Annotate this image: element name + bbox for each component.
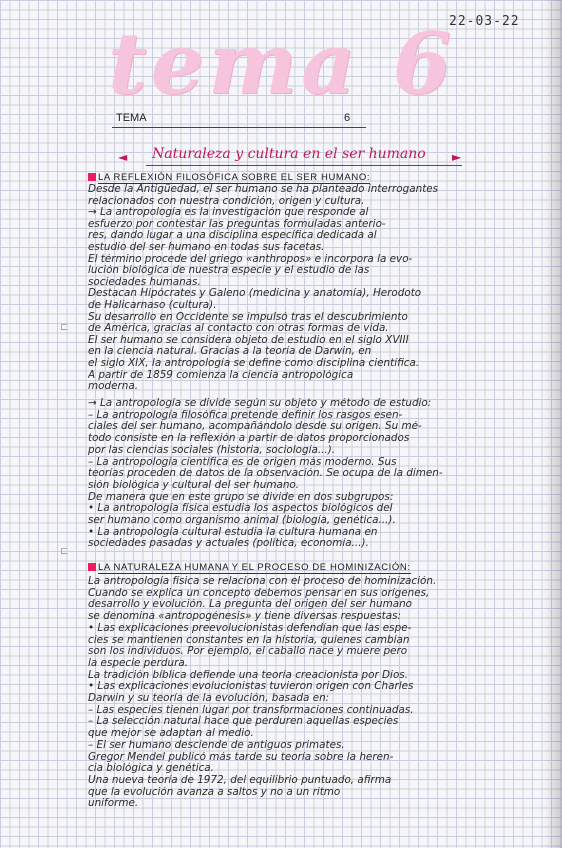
note-line: por las ciencias sociales (historia, sociología...).: [88, 444, 336, 456]
note-line: que mejor se adaptan al medio.: [88, 728, 254, 740]
subtitle-underline: [146, 165, 462, 166]
note-line: cies se mantienen constantes en la historia, quienes cambian: [88, 634, 410, 646]
note-line: El término procede del griego «anthropos» e incorpora la evo-: [88, 253, 413, 265]
note-line: Cuando se explica un concepto debemos pensar en sus orígenes,: [88, 587, 430, 599]
note-line: → La antropología se divide según su objeto y método de estudio:: [88, 398, 432, 409]
section2-heading: [88, 562, 411, 573]
note-line: – La antropología científica es de origen más moderno. Sus: [88, 456, 397, 468]
note-line: en la ciencia natural. Gracias a la teoría de Darwin, en: [88, 346, 372, 358]
big-title: tema 6: [108, 14, 456, 113]
note-line: La tradición bíblica defiende una teoría creacionista por Dios.: [88, 669, 409, 681]
note-line: sión biológica y cultural del ser humano.: [88, 479, 300, 491]
note-line: • Las explicaciones preevolucionistas defendían que las espe-: [88, 622, 412, 634]
note-line: Su desarrollo en Occidente se impulsó tras el descubrimiento: [88, 311, 408, 323]
note-line: teorías proceden de datos de la observación. Se ocupa de la dimen-: [88, 468, 443, 480]
note-line: – El ser humano desciende de antiguos primates.: [88, 739, 345, 751]
pink-square-icon: [88, 173, 96, 181]
note-line: relacionados con nuestra condición, origen y cultura.: [88, 195, 365, 207]
note-line: De manera que en este grupo se divide en dos subgrupos:: [88, 491, 394, 503]
note-line: la especie perdura.: [88, 657, 189, 669]
note-line: el siglo XIX, la antropología se define como disciplina científica.: [88, 358, 420, 369]
subtitle-arrow-left-icon: ◄: [118, 150, 128, 164]
date: 22-03-22: [449, 14, 520, 29]
note-line: son los individuos. Por ejemplo, el caballo nace y muere pero: [88, 646, 408, 658]
note-line: Destacan Hipócrates y Galeno (medicina y anatomía), Herodoto: [88, 288, 422, 300]
note-line: moderna.: [88, 381, 138, 393]
note-line: A partir de 1859 comienza la ciencia antropológica: [88, 369, 354, 381]
note-line: El ser humano se considera objeto de estudio en el siglo XVIII: [88, 334, 409, 346]
note-line: ser humano como organismo animal (biología, genética...).: [88, 515, 396, 526]
section1-heading: [88, 172, 370, 183]
note-line: esfuerzo por contestar las preguntas formuladas anterio-: [88, 218, 386, 230]
note-line: La antropología física se relaciona con el proceso de hominización.: [88, 576, 437, 587]
note-line: estudio del ser humano en todas sus facetas.: [88, 242, 325, 253]
note-line: res, dando lugar a una disciplina específica dedicada al: [88, 230, 377, 242]
note-line: → La antropología es la investigación que responde al: [88, 207, 369, 219]
note-line: Desde la Antigüedad, el ser humano se ha planteado interrogantes: [88, 184, 439, 195]
note-line: desarrollo y evolución. La pregunta del origen del ser humano: [88, 599, 413, 611]
subtitle: Naturaleza y cultura en el ser humano: [152, 146, 426, 162]
note-line: – La selección natural hace que perduren aquellas especies: [88, 716, 399, 728]
note-line: Gregor Mendel publicó más tarde su teoría sobre la heren-: [88, 751, 394, 763]
note-line: • Las explicaciones evolucionistas tuvieron origen con Charles: [88, 681, 414, 693]
note-line: de América, gracias al contacto con otras formas de vida.: [88, 323, 389, 335]
section1-heading-text: LA REFLEXIÓN FILOSÓFICA SOBRE EL SER HUMANO:: [98, 172, 371, 183]
note-line: Darwin y su teoría de la evolución, basada en:: [88, 693, 330, 704]
note-line: se denomina «antropogénesis» y tiene diversas respuestas:: [88, 611, 402, 623]
pink-square-icon: [88, 563, 96, 571]
note-line: – Las especies tienen lugar por transformaciones continuadas.: [88, 704, 414, 716]
tema-number: 6: [344, 112, 351, 124]
margin-mark: ⊏: [60, 322, 69, 333]
note-line: – La antropología filosófica pretende definir los rasgos esen-: [88, 409, 403, 421]
note-line: Una nueva teoría de 1972, del equilibrio puntuado, afirma: [88, 774, 392, 786]
note-line: lución biológica de nuestra especie y el estudio de las: [88, 265, 370, 277]
note-line: cia biológica y genética.: [88, 763, 214, 775]
tema-label: TEMA: [116, 112, 147, 124]
note-line: uniforme.: [88, 798, 139, 810]
note-line: • La antropología cultural estudia la cultura humana en: [88, 526, 378, 538]
note-line: sociedades pasadas y actuales (política, economía...).: [88, 538, 369, 550]
note-line: • La antropología física estudia los aspectos biológicos del: [88, 503, 393, 515]
note-line: todo consiste en la reflexión a partir de datos proporcionados: [88, 433, 410, 445]
section2-heading-text: LA NATURALEZA HUMANA Y EL PROCESO DE HOMINIZACIÓN:: [98, 562, 411, 573]
tema-underline: [112, 127, 366, 128]
margin-mark: ⊏: [60, 546, 69, 557]
subtitle-arrow-right-icon: ►: [452, 150, 462, 164]
note-line: de Halicarnaso (cultura).: [88, 300, 217, 311]
note-line: que la evolución avanza a saltos y no a un ritmo: [88, 786, 341, 798]
note-line: sociedades humanas.: [88, 276, 201, 288]
note-line: ciales del ser humano, acompañándolo desde su origen. Su mé-: [88, 421, 422, 433]
